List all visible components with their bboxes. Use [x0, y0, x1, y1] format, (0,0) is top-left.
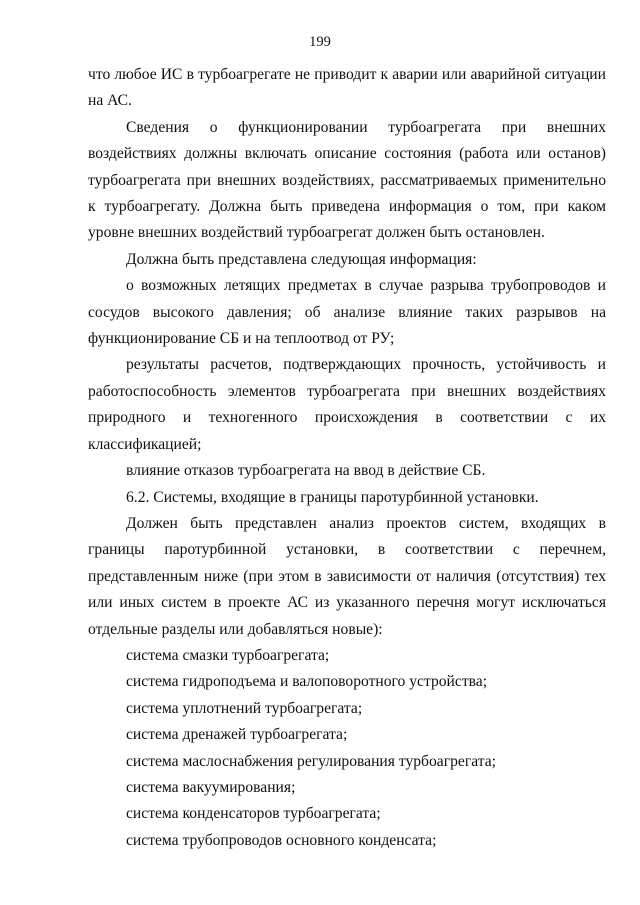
paragraph-required-info: Должна быть представлена следующая информация: — [126, 250, 477, 268]
list-item: система трубопроводов основного конденсата; — [126, 831, 437, 849]
paragraph-external-impacts: Сведения о функционировании турбоагрегата при внешних воздействиях должны включать описание состояния (работа или останов) турбоагрегата при внешних воздействиях, рассматриваемых применительно к турбоагрегату. Должна быть приведена информация о том, при каком уровне внешних воздействий турбоагрегат должен быть остановлен. — [88, 118, 606, 242]
document-body — [88, 62, 606, 854]
section-heading-6-2: 6.2. Системы, входящие в границы паротурбинной установки. — [126, 488, 539, 506]
list-item: система уплотнений турбоагрегата; — [126, 699, 363, 717]
list-item: система маслоснабжения регулирования турбоагрегата; — [126, 752, 496, 770]
list-item: система вакуумирования; — [126, 778, 296, 796]
paragraph-systems-analysis: Должен быть представлен анализ проектов систем, входящих в границы паротурбинной установки, в соответствии с перечнем, представленным ниже (при этом в зависимости от наличия (отсутствия) тех или иных систем в проекте АС из указанного перечня могут исключаться отдельные разделы или добавляться новые): — [88, 514, 606, 638]
page-number: 199 — [309, 34, 331, 50]
paragraph-calculation-results: результаты расчетов, подтверждающих прочность, устойчивость и работоспособность элементов турбоагрегата при внешних воздействиях природного и техногенного происхождения в соответствии с их классификацией; — [88, 356, 606, 453]
paragraph-continuation: что любое ИС в турбоагрегате не приводит к аварии или аварийной ситуации на АС. — [88, 66, 606, 110]
list-item: система смазки турбоагрегата; — [126, 646, 330, 664]
systems-list — [88, 643, 606, 854]
paragraph-failure-influence: влияние отказов турбоагрегата на ввод в действие СБ. — [126, 462, 486, 480]
list-item: система конденсаторов турбоагрегата; — [126, 805, 381, 823]
paragraph-flying-objects: о возможных летящих предметах в случае разрыва трубопроводов и сосудов высокого давления; об анализе влияние таких разрывов на функционирование СБ и на теплоотвод от РУ; — [88, 277, 606, 348]
list-item: система гидроподъема и валоповоротного устройства; — [126, 673, 488, 691]
list-item: система дренажей турбоагрегата; — [126, 726, 348, 744]
